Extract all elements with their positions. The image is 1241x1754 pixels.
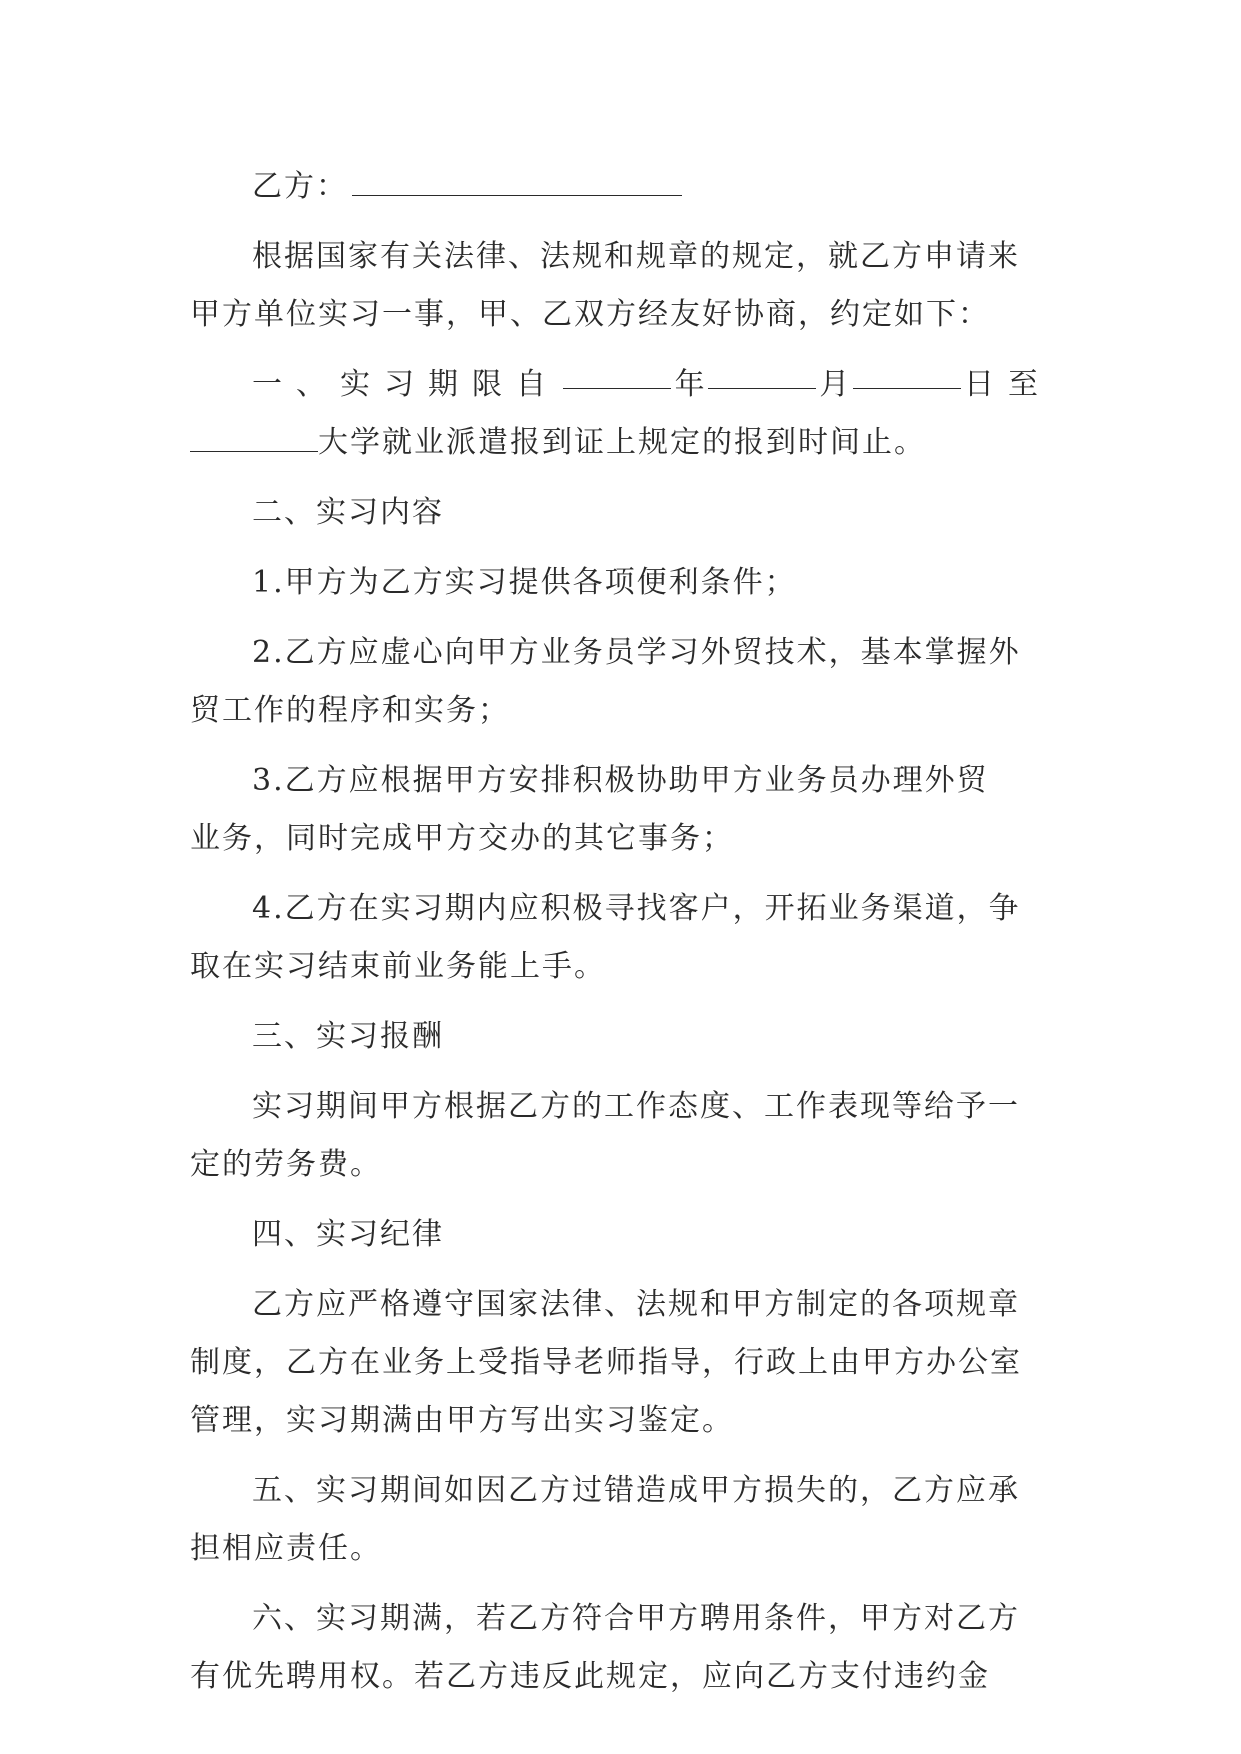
document-body bbox=[190, 158, 1052, 1706]
clause-1-line-2 bbox=[190, 414, 1052, 472]
item-3-line-1: 3.乙方应根据甲方安排积极协助甲方业务员办理外贸 bbox=[252, 763, 989, 798]
year-blank[interactable] bbox=[563, 356, 671, 389]
clause-5-line-1: 五、实习期间如因乙方过错造成甲方损失的，乙方应承 bbox=[252, 1473, 1020, 1508]
clause-5-line-2: 担相应责任。 bbox=[190, 1531, 382, 1566]
clause-3-line-2: 定的劳务费。 bbox=[190, 1147, 382, 1182]
item-4-line-1: 4.乙方在实习期内应积极寻找客户，开拓业务渠道，争 bbox=[252, 891, 1021, 926]
clause-6-line-1: 六、实习期满，若乙方符合甲方聘用条件，甲方对乙方 bbox=[252, 1601, 1020, 1636]
clause-4-line-2: 制度，乙方在业务上受指导老师指导，行政上由甲方办公室 bbox=[190, 1345, 1022, 1380]
intro-line-1: 根据国家有关法律、法规和规章的规定，就乙方申请来 bbox=[252, 239, 1020, 274]
day-to-label: 日至 bbox=[963, 367, 1052, 402]
clause-3-title: 三、实习报酬 bbox=[252, 1019, 444, 1054]
clause-6-line-2: 有优先聘用权。若乙方违反此规定，应向乙方支付违约金 bbox=[190, 1659, 990, 1694]
university-blank[interactable] bbox=[190, 419, 318, 452]
clause-2-title: 二、实习内容 bbox=[252, 495, 444, 530]
clause-4-title: 四、实习纪律 bbox=[252, 1217, 444, 1252]
item-1: 1.甲方为乙方实习提供各项便利条件； bbox=[252, 565, 797, 600]
item-3-line-2: 业务，同时完成甲方交办的其它事务； bbox=[190, 821, 734, 856]
year-label: 年 bbox=[674, 367, 705, 402]
month-blank[interactable] bbox=[708, 356, 816, 389]
clause-4-line-1: 乙方应严格遵守国家法律、法规和甲方制定的各项规章 bbox=[252, 1287, 1020, 1322]
party-b-label: 乙方： bbox=[252, 169, 348, 204]
clause-1-prefix: 一、实习期限自 bbox=[252, 367, 560, 402]
intro-line-2: 甲方单位实习一事，甲、乙双方经友好协商，约定如下： bbox=[190, 297, 990, 332]
clause-4-line-3: 管理，实习期满由甲方写出实习鉴定。 bbox=[190, 1403, 734, 1438]
item-2-line-1: 2.乙方应虚心向甲方业务员学习外贸技术，基本掌握外 bbox=[252, 635, 1021, 670]
party-b-blank[interactable] bbox=[352, 163, 682, 196]
clause-1-line-2-text: 大学就业派遣报到证上规定的报到时间止。 bbox=[318, 425, 926, 460]
month-label: 月 bbox=[819, 367, 850, 402]
clause-3-line-1: 实习期间甲方根据乙方的工作态度、工作表现等给予一 bbox=[252, 1089, 1020, 1124]
clause-1-line-1 bbox=[190, 356, 1052, 414]
item-4-line-2: 取在实习结束前业务能上手。 bbox=[190, 949, 606, 984]
item-2-line-2: 贸工作的程序和实务； bbox=[190, 693, 510, 728]
day-blank[interactable] bbox=[853, 356, 961, 389]
party-b-line bbox=[190, 158, 1052, 216]
